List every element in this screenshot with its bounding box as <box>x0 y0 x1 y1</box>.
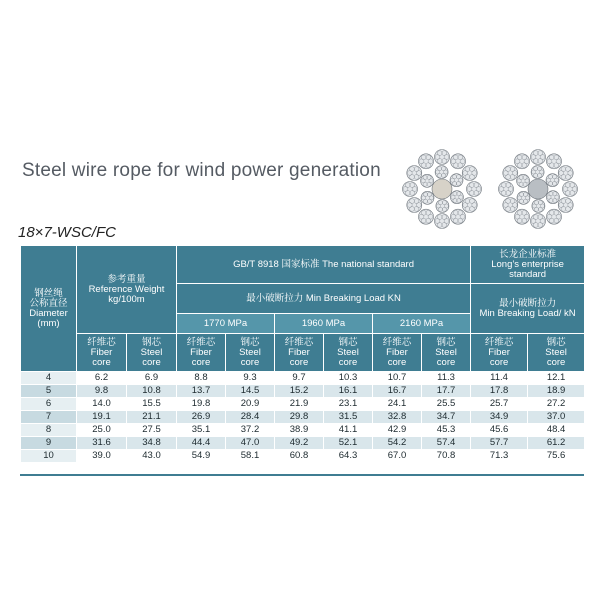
value-cell: 32.8 <box>373 411 422 424</box>
value-cell: 75.6 <box>528 450 585 463</box>
value-cell: 6.2 <box>77 372 127 385</box>
grade-1770-header: 1770 MPa <box>177 314 275 334</box>
fiber-core-rope-icon <box>403 150 482 229</box>
value-cell: 28.4 <box>226 411 275 424</box>
value-cell: 60.8 <box>275 450 324 463</box>
value-cell: 29.8 <box>275 411 324 424</box>
steel-core-header: 钢芯 Steel core <box>324 334 373 372</box>
steel-core-rope-icon <box>499 150 578 229</box>
value-cell: 6.9 <box>127 372 177 385</box>
value-cell: 18.9 <box>528 385 585 398</box>
value-cell: 9.3 <box>226 372 275 385</box>
value-cell: 39.0 <box>77 450 127 463</box>
value-cell: 17.8 <box>471 385 528 398</box>
value-cell: 34.7 <box>422 411 471 424</box>
grade-2160-header: 2160 MPa <box>373 314 471 334</box>
value-cell: 27.2 <box>528 398 585 411</box>
value-cell: 23.1 <box>324 398 373 411</box>
value-cell: 15.5 <box>127 398 177 411</box>
value-cell: 52.1 <box>324 437 373 450</box>
value-cell: 25.7 <box>471 398 528 411</box>
enterprise-standard-header: 长龙企业标准 Long’s enterprise standard <box>471 246 585 284</box>
fiber-core-header: 纤维芯 Fiber core <box>275 334 324 372</box>
diameter-cell: 5 <box>21 385 77 398</box>
steel-core-header: 钢芯 Steel core <box>226 334 275 372</box>
value-cell: 54.9 <box>177 450 226 463</box>
value-cell: 37.0 <box>528 411 585 424</box>
rope-construction-label: 18×7-WSC/FC <box>18 224 116 241</box>
table-row <box>21 398 585 411</box>
value-cell: 27.5 <box>127 424 177 437</box>
value-cell: 64.3 <box>324 450 373 463</box>
diameter-cell: 4 <box>21 372 77 385</box>
value-cell: 61.2 <box>528 437 585 450</box>
table-row <box>21 372 585 385</box>
value-cell: 31.5 <box>324 411 373 424</box>
value-cell: 17.7 <box>422 385 471 398</box>
value-cell: 19.1 <box>77 411 127 424</box>
value-cell: 10.8 <box>127 385 177 398</box>
steel-core-header: 钢芯 Steel core <box>528 334 585 372</box>
value-cell: 24.1 <box>373 398 422 411</box>
value-cell: 13.7 <box>177 385 226 398</box>
table-row <box>21 385 585 398</box>
value-cell: 41.1 <box>324 424 373 437</box>
value-cell: 19.8 <box>177 398 226 411</box>
value-cell: 21.9 <box>275 398 324 411</box>
value-cell: 43.0 <box>127 450 177 463</box>
value-cell: 34.9 <box>471 411 528 424</box>
value-cell: 11.4 <box>471 372 528 385</box>
grade-1960-header: 1960 MPa <box>275 314 373 334</box>
value-cell: 11.3 <box>422 372 471 385</box>
value-cell: 49.2 <box>275 437 324 450</box>
value-cell: 12.1 <box>528 372 585 385</box>
diameter-cell: 7 <box>21 411 77 424</box>
value-cell: 67.0 <box>373 450 422 463</box>
value-cell: 70.8 <box>422 450 471 463</box>
diameter-cell: 6 <box>21 398 77 411</box>
value-cell: 21.1 <box>127 411 177 424</box>
value-cell: 14.5 <box>226 385 275 398</box>
enterprise-min-breaking-load-header: 最小破断拉力 Min Breaking Load/ kN <box>471 284 585 334</box>
value-cell: 35.1 <box>177 424 226 437</box>
value-cell: 54.2 <box>373 437 422 450</box>
fiber-core-header: 纤维芯 Fiber core <box>373 334 422 372</box>
diameter-cell: 9 <box>21 437 77 450</box>
value-cell: 44.4 <box>177 437 226 450</box>
national-min-breaking-load-header: 最小破断拉力 Min Breaking Load KN <box>177 284 471 314</box>
value-cell: 10.7 <box>373 372 422 385</box>
value-cell: 34.8 <box>127 437 177 450</box>
steel-core-header: 钢芯 Steel core <box>127 334 177 372</box>
fiber-core-header: 纤维芯 Fiber core <box>471 334 528 372</box>
value-cell: 42.9 <box>373 424 422 437</box>
value-cell: 16.7 <box>373 385 422 398</box>
value-cell: 45.6 <box>471 424 528 437</box>
value-cell: 48.4 <box>528 424 585 437</box>
value-cell: 58.1 <box>226 450 275 463</box>
rope-cross-section-images <box>395 144 585 234</box>
national-standard-header: GB/T 8918 国家标准 The national standard <box>177 246 471 284</box>
table-row <box>21 411 585 424</box>
value-cell: 10.3 <box>324 372 373 385</box>
fiber-core-header: 纤维芯 Fiber core <box>77 334 127 372</box>
diameter-cell: 8 <box>21 424 77 437</box>
table-row <box>21 437 585 450</box>
value-cell: 9.7 <box>275 372 324 385</box>
value-cell: 9.8 <box>77 385 127 398</box>
value-cell: 31.6 <box>77 437 127 450</box>
value-cell: 71.3 <box>471 450 528 463</box>
value-cell: 47.0 <box>226 437 275 450</box>
value-cell: 26.9 <box>177 411 226 424</box>
value-cell: 25.5 <box>422 398 471 411</box>
value-cell: 15.2 <box>275 385 324 398</box>
value-cell: 14.0 <box>77 398 127 411</box>
value-cell: 45.3 <box>422 424 471 437</box>
table-bottom-border <box>20 474 584 476</box>
table-row <box>21 424 585 437</box>
value-cell: 37.2 <box>226 424 275 437</box>
value-cell: 57.7 <box>471 437 528 450</box>
value-cell: 57.4 <box>422 437 471 450</box>
table-row <box>21 450 585 463</box>
value-cell: 8.8 <box>177 372 226 385</box>
page-title: Steel wire rope for wind power generation <box>22 160 381 181</box>
value-cell: 25.0 <box>77 424 127 437</box>
specification-table <box>20 245 585 463</box>
diameter-cell: 10 <box>21 450 77 463</box>
value-cell: 16.1 <box>324 385 373 398</box>
value-cell: 20.9 <box>226 398 275 411</box>
value-cell: 38.9 <box>275 424 324 437</box>
diameter-header: 钢丝绳 公称直径 Diameter (mm) <box>21 246 77 372</box>
reference-weight-header: 参考重量 Reference Weight kg/100m <box>77 246 177 334</box>
steel-core-header: 钢芯 Steel core <box>422 334 471 372</box>
fiber-core-header: 纤维芯 Fiber core <box>177 334 226 372</box>
